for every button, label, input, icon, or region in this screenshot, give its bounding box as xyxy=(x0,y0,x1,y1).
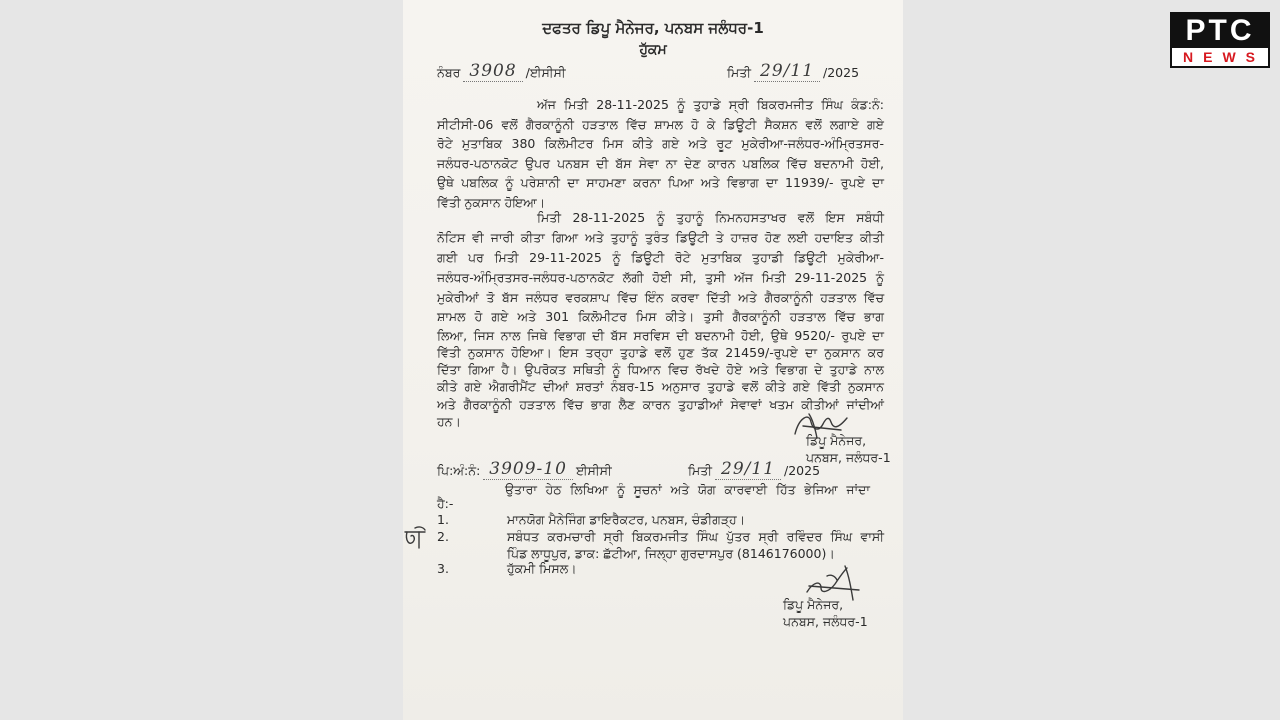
recipient-text: ਪਿੰਡ ਲਾਧੂਪੁਰ, ਡਾਕ: ਛੱਟੀਆ, ਜਿਲ੍ਹਾ ਗੁਰਦਾਸਪੁਰ (8146176000)। xyxy=(507,546,835,561)
paragraph-line: ਨੋਟਿਸ ਵੀ ਜਾਰੀ ਕੀਤਾ ਗਿਆ ਅਤੇ ਤੁਹਾਨੂੰ ਤੁਰੰਤ ਡਿਊਟੀ ਤੇ ਹਾਜ਼ਰ ਹੋਣ ਲਈ ਹਦਾਇਤ ਕੀਤੀ xyxy=(437,230,884,245)
paragraph-line: ਹਨ। xyxy=(437,414,461,429)
paragraph-line: ਰੋਟੇ ਮੁਤਾਬਿਕ 380 ਕਿਲੋਮੀਟਰ ਮਿਸ ਕੀਤੇ ਗਏ ਅਤੇ ਰੂਟ ਮੁਕੇਰੀਆ-ਜਲੰਧਰ-ਅੰਮ੍ਰਿਤਸਰ- xyxy=(437,136,884,151)
signature-2-office: ਪਨਬਸ, ਜਲੰਧਰ-1 xyxy=(783,614,868,629)
date-label: ਮਿਤੀ xyxy=(727,65,752,80)
ptc-news-logo xyxy=(1170,12,1270,68)
paragraph-line: ਜਲੰਧਰ-ਪਠਾਨਕੋਟ ਉਪਰ ਪਨਬਸ ਦੀ ਬੱਸ ਸੇਵਾ ਨਾ ਦੇਣ ਕਾਰਨ ਪਬਲਿਕ ਵਿੱਚ ਬਦਨਾਮੀ ਹੋਈ, xyxy=(437,156,884,171)
date-handwritten: 29/11 xyxy=(754,61,820,82)
paragraph-line: ਵਿੱਤੀ ਨੁਕਸਾਨ ਹੋਇਆ। xyxy=(437,195,546,210)
recipient-number: 1. xyxy=(437,512,449,527)
paragraph-line: ਲਿਆ, ਜਿਸ ਨਾਲ ਜਿਥੇ ਵਿਭਾਗ ਦੀ ਬੱਸ ਸਰਵਿਸ ਦੀ ਬਦਨਾਮੀ ਹੋਈ, ਉਥੇ 9520/- ਰੁਪਏ ਦਾ xyxy=(437,328,884,343)
order-document xyxy=(403,0,903,720)
signature-2-designation: ਡਿਪੂ ਮੈਨੇਜਰ, xyxy=(783,597,844,612)
endorsement-suffix: ਈਸੀਸੀ xyxy=(575,463,612,478)
paragraph-line: ਉਥੇ ਪਬਲਿਕ ਨੂੰ ਪਰੇਸ਼ਾਨੀ ਦਾ ਸਾਹਮਣਾ ਕਰਨਾ ਪਿਆ ਅਤੇ ਵਿਭਾਗ ਦਾ 11939/- ਰੁਪਏ ਦਾ xyxy=(437,175,884,190)
paragraph-line: ਗਈ ਪਰ ਮਿਤੀ 29-11-2025 ਨੂੰ ਡਿਊਟੀ ਰੋਟੇ ਮੁਤਾਬਿਕ ਤੁਹਾਡੀ ਡਿਊਟੀ ਮੁਕੇਰੀਆ- xyxy=(437,250,884,265)
margin-handwritten-mark xyxy=(403,526,429,550)
endorsement-date-label: ਮਿਤੀ xyxy=(688,463,713,478)
paragraph-line: ਜਲੰਧਰ-ਅੰਮ੍ਰਿਤਸਰ-ਜਲੰਧਰ-ਪਠਾਨਕੋਟ ਲੱਗੀ ਹੋਈ ਸੀ, ਤੁਸੀ ਅੱਜ ਮਿਤੀ 29-11-2025 ਨੂੰ xyxy=(437,270,884,285)
document-title: ਹੁੱਕਮ xyxy=(639,42,667,58)
endorsement-number-handwritten: 3909-10 xyxy=(483,459,573,480)
paragraph-line: ਅਤੇ ਗੈਰਕਾਨੂੰਨੀ ਹੜਤਾਲ ਵਿੱਚ ਭਾਗ ਲੈਣ ਕਾਰਨ ਤੁਹਾਡੀਆਂ ਸੇਵਾਵਾਂ ਖਤਮ ਕੀਤੀਆਂ ਜਾਂਦੀਆਂ xyxy=(437,397,884,412)
recipient-text: ਸਬੰਧਤ ਕਰਮਚਾਰੀ ਸ੍ਰੀ ਬਿਕਰਮਜੀਤ ਸਿੰਘ ਪੁੱਤਰ ਸ੍ਰੀ ਰਵਿੰਦਰ ਸਿੰਘ ਵਾਸੀ xyxy=(507,529,884,544)
recipient-text: ਮਾਨਯੋਗ ਮੈਨੇਜਿੰਗ ਡਾਇਰੈਕਟਰ, ਪਨਬਸ, ਚੰਡੀਗੜ੍ਹ। xyxy=(507,512,746,527)
logo-wordmark-news: NEWS xyxy=(1183,49,1265,65)
paragraph-line: ਸ਼ਾਮਲ ਹੋ ਗਏ ਅਤੇ 301 ਕਿਲੋਮੀਟਰ ਮਿਸ ਕੀਤੇ। ਤੁਸੀ ਗੈਰਕਾਨੂੰਨੀ ਹੜਤਾਲ ਵਿੱਚ ਭਾਗ xyxy=(437,309,884,324)
paragraph-line: ਮੁਕੇਰੀਆਂ ਤੋ ਬੱਸ ਜਲੰਧਰ ਵਰਕਸ਼ਾਪ ਵਿੱਚ ਇੰਨ ਕਰਵਾ ਦਿੱਤੀ ਅਤੇ ਗੈਰਕਾਨੂੰਨੀ ਹੜਤਾਲ ਵਿੱਚ xyxy=(437,290,884,305)
recipient-text: ਹੁੱਕਮੀ ਮਿਸਲ। xyxy=(507,561,577,576)
forwarding-note-line: ਉਤਾਰਾ ਹੇਠ ਲਿਖਿਆ ਨੂੰ ਸੂਚਨਾਂ ਅਤੇ ਯੋਗ ਕਾਰਵਾਈ ਹਿੱਤ ਭੇਜਿਆ ਜਾਂਦਾ xyxy=(505,482,870,497)
paragraph-line: ਸੀਟੀਸੀ-06 ਵਲੋਂ ਗੈਰਕਾਨੂੰਨੀ ਹੜਤਾਲ ਵਿੱਚ ਸ਼ਾਮਲ ਹੋ ਕੇ ਡਿਊਟੀ ਸੈਕਸ਼ਨ ਵਲੋਂ ਲਗਾਏ ਗਏ xyxy=(437,117,884,132)
paragraph-line: ਮਿਤੀ 28-11-2025 ਨੂੰ ਤੁਹਾਨੂੰ ਨਿਮਨਹਸਤਾਖਰ ਵਲੋਂ ਇਸ ਸਬੰਧੀ xyxy=(537,210,884,225)
paragraph-line: ਵਿੱਤੀ ਨੁਕਸਾਨ ਹੋਇਆ। ਇਸ ਤਰ੍ਹਾ ਤੁਹਾਡੇ ਵਲੋਂ ਹੁਣ ਤੱਕ 21459/-ਰੁਪਏ ਦਾ ਨੁਕਸਾਨ ਕਰ xyxy=(437,345,884,360)
office-heading: ਦਫਤਰ ਡਿਪੂ ਮੈਨੇਜਰ, ਪਨਬਸ ਜਲੰਧਰ-1 xyxy=(542,19,764,37)
signature-1-office: ਪਨਬਸ, ਜਲੰਧਰ-1 xyxy=(806,450,891,465)
endorsement-date-year: /2025 xyxy=(784,463,821,478)
recipient-number: 2. xyxy=(437,529,449,544)
recipient-number: 3. xyxy=(437,561,449,576)
forwarding-note-line: ਹੈ:- xyxy=(437,496,454,511)
reference-suffix: /ਈਸੀਸੀ xyxy=(525,65,566,80)
paragraph-line: ਅੱਜ ਮਿਤੀ 28-11-2025 ਨੂੰ ਤੁਹਾਡੇ ਸ੍ਰੀ ਬਿਕਰਮਜੀਤ ਸਿੰਘ ਕੰਡ:ਨੰ: xyxy=(537,97,884,112)
date-row xyxy=(727,60,859,82)
reference-label: ਨੰਬਰ xyxy=(437,65,461,80)
reference-row xyxy=(437,60,566,82)
date-year: /2025 xyxy=(823,65,860,80)
signature-1-designation: ਡਿਪੂ ਮੈਨੇਜਰ, xyxy=(806,433,867,448)
reference-number-handwritten: 3908 xyxy=(463,61,522,82)
paragraph-line: ਕੀਤੇ ਗਏ ਐਗਰੀਮੈਂਟ ਦੀਆਂ ਸ਼ਰਤਾਂ ਨੰਬਰ-15 ਅਨੁਸਾਰ ਤੁਹਾਡੇ ਵਲੋਂ ਕੀਤੇ ਗਏ ਵਿੱਤੀ ਨੁਕਸਾਨ xyxy=(437,379,884,394)
logo-wordmark-ptc: PTC xyxy=(1172,14,1268,48)
endorsement-row xyxy=(437,458,612,480)
endorsement-label: ਪਿ:ਅੰ:ਨੰ: xyxy=(437,463,481,478)
paragraph-line: ਦਿੱਤਾ ਗਿਆ ਹੈ। ਉਪਰੋਕਤ ਸਥਿਤੀ ਨੂੰ ਧਿਆਨ ਵਿਚ ਰੱਖਦੇ ਹੋਏ ਅਤੇ ਵਿਭਾਗ ਦੇ ਤੁਹਾਡੇ ਨਾਲ xyxy=(437,362,884,377)
endorsement-date-handwritten: 29/11 xyxy=(715,459,781,480)
endorsement-date-row xyxy=(688,458,820,480)
